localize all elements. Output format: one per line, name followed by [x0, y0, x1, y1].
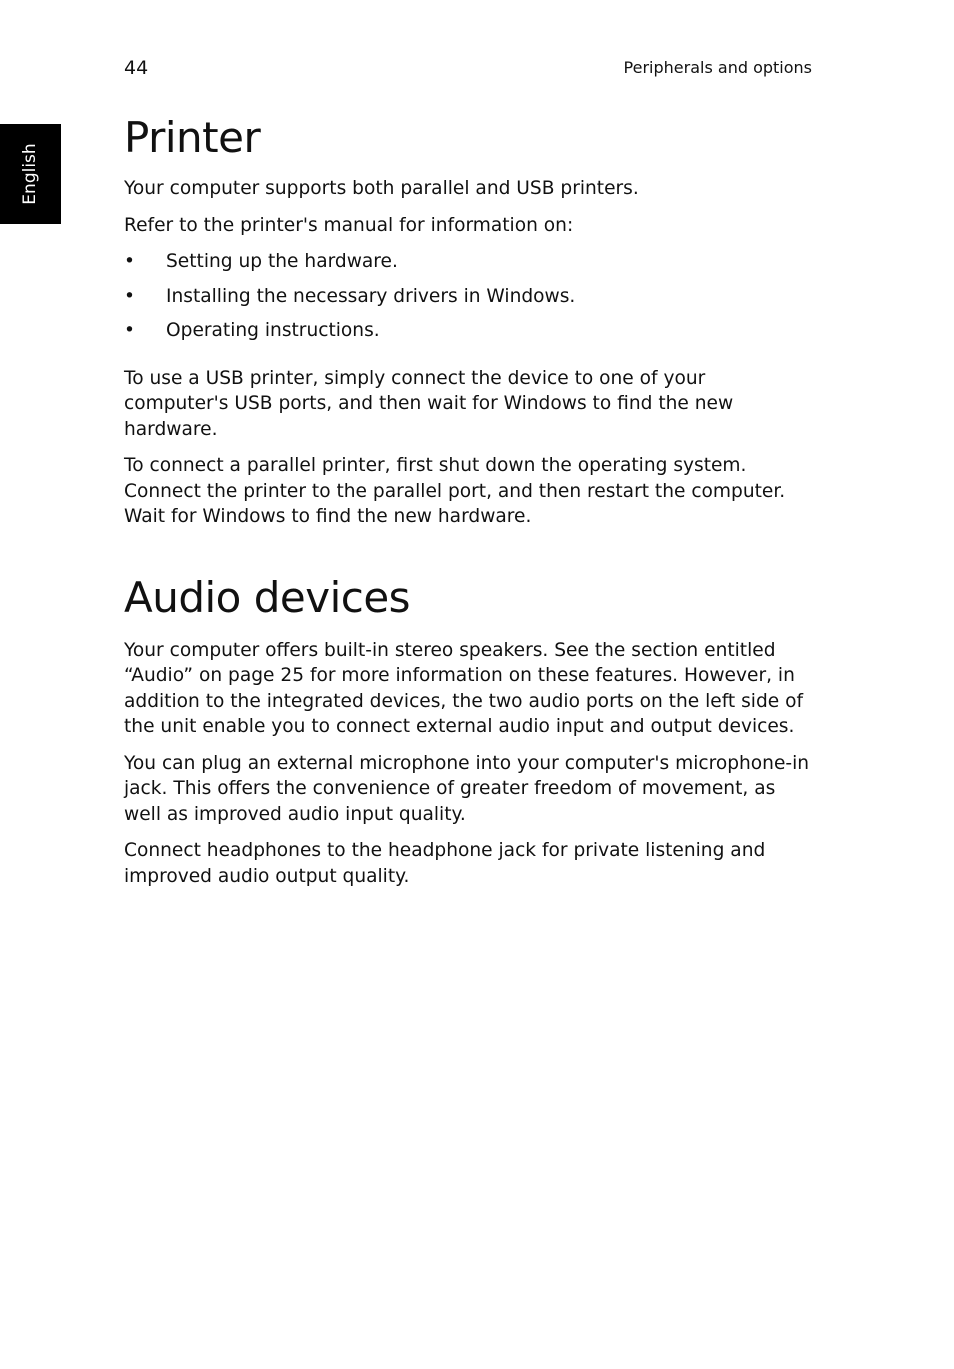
language-tab-label: English: [20, 143, 40, 205]
bullet-icon: •: [124, 251, 135, 272]
language-tab: [0, 124, 61, 224]
bullet-icon: •: [124, 285, 135, 307]
list-item-text: Installing the necessary drivers in Windows.: [166, 285, 576, 307]
list-item-text: Setting up the hardware.: [166, 251, 398, 272]
list-item: [124, 318, 814, 344]
usb-printer-paragraph: To use a USB printer, simply connect the device to one of your computer's USB ports, and then wait for Windows to find the new hardware.: [124, 367, 734, 440]
printer-bullet-list-wrap: [124, 249, 814, 344]
list-item-text: Operating instructions.: [166, 320, 380, 341]
printer-refer: Refer to the printer's manual for information on:: [124, 214, 574, 236]
bullet-icon: •: [124, 320, 135, 341]
printer-bullet-list: [124, 249, 814, 344]
audio-paragraph: You can plug an external microphone into your computer's microphone-in jack. This offers the convenience of greater freedom of movement, as well as improved audio input quality.: [124, 752, 810, 825]
audio-paragraph: Your computer offers built-in stereo speakers. See the section entitled “Audio” on page 25 for more information on these features. However, in addition to the integrated devices, the two audio ports on the left side of the unit enable you to connect external audio input and output devices.: [124, 639, 804, 737]
printer-intro: Your computer supports both parallel and USB printers.: [124, 178, 639, 199]
audio-heading: Audio devices: [124, 572, 411, 622]
printer-heading: Printer: [124, 113, 261, 162]
page-content: [124, 112, 814, 900]
parallel-printer-paragraph: To connect a parallel printer, first shut down the operating system. Connect the printer to the parallel port, and then restart the computer. Wait for Windows to find the new hardware.: [124, 455, 786, 527]
list-item: [124, 284, 814, 310]
page-number: 44: [124, 57, 149, 79]
audio-paragraph: Connect headphones to the headphone jack for private listening and improved audio output quality.: [124, 840, 766, 887]
list-item: [124, 249, 814, 275]
running-header: Peripherals and options: [623, 58, 812, 77]
